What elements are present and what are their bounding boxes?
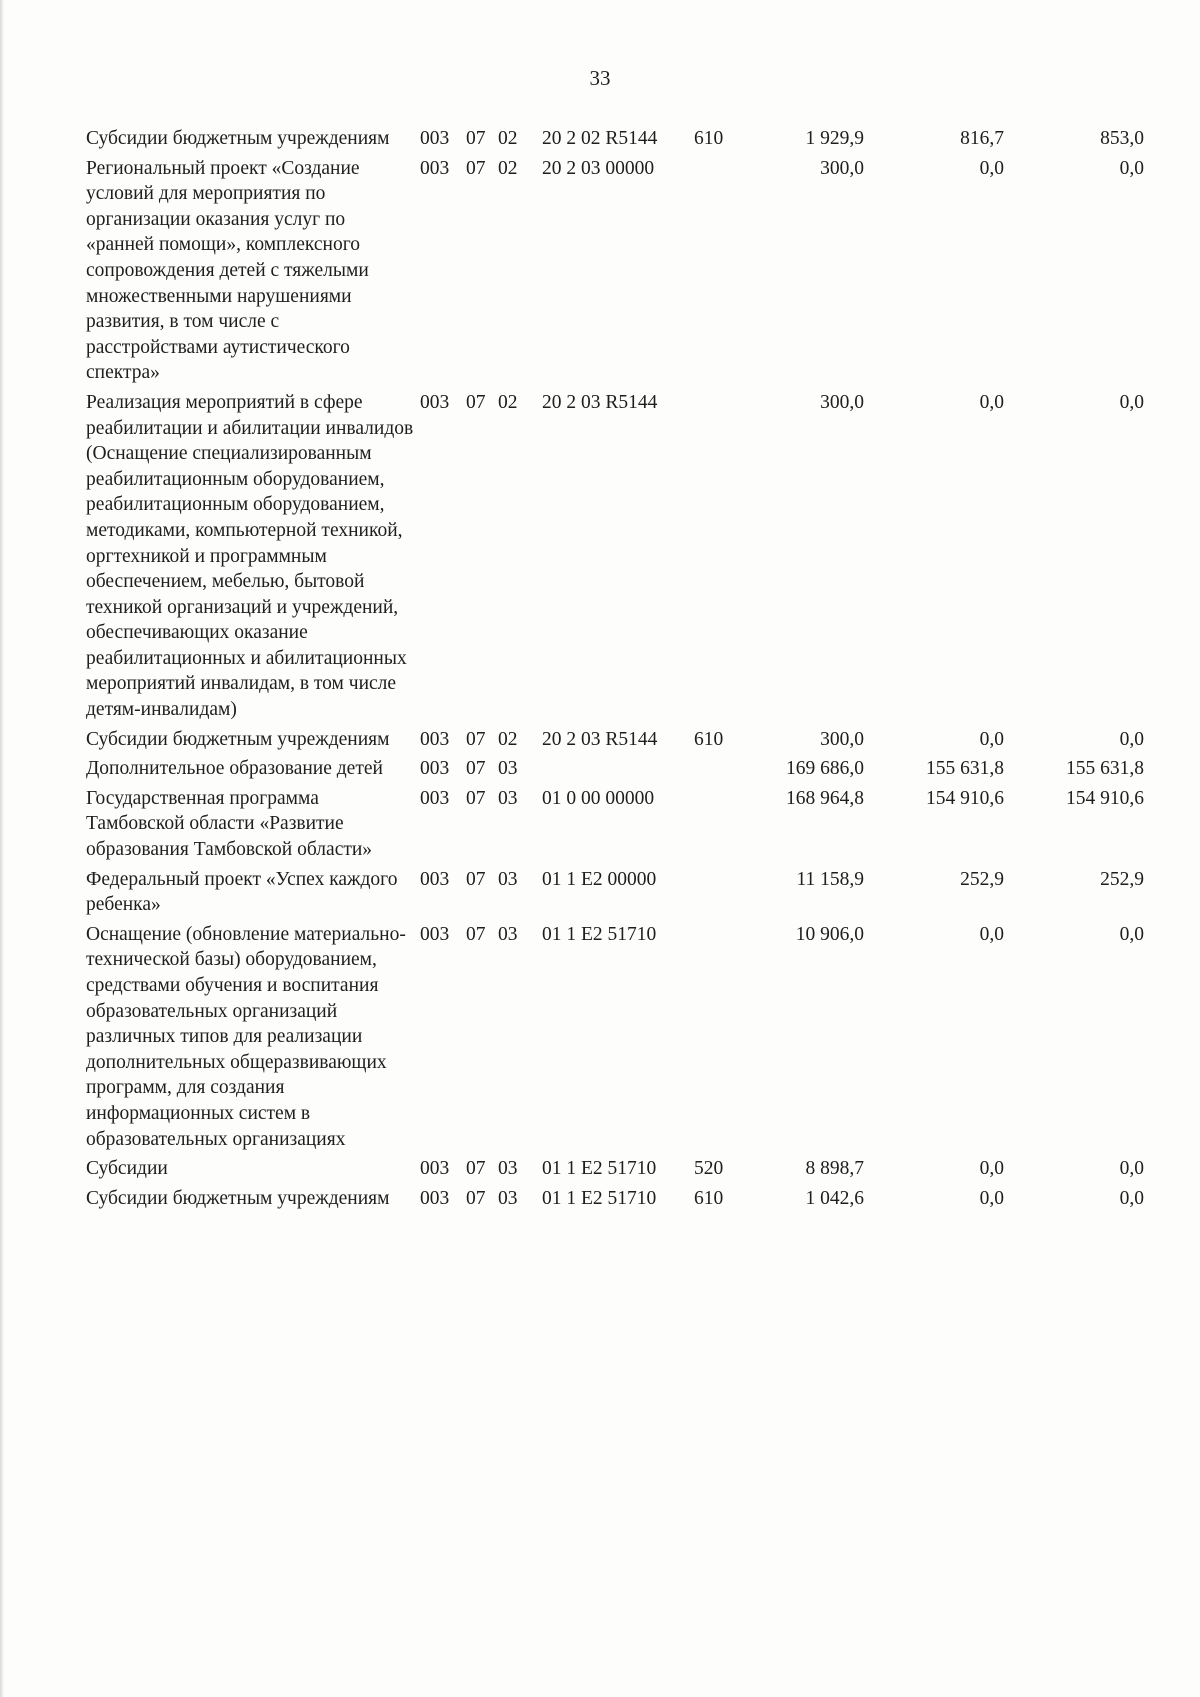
amount-year-1: 169 686,0 [786,758,864,780]
target-article-code: 20 2 03 00000 [542,157,655,179]
budget-table [86,126,1144,1215]
amount-year-2: 155 631,8 [926,758,1004,780]
amount-year-2: 0,0 [979,923,1004,945]
amount-year-3: 0,0 [1119,1187,1144,1209]
amount-year-2: 816,7 [960,128,1004,149]
amount-year-1: 10 906,0 [795,923,864,945]
amount-year-1: 11 158,9 [796,868,864,890]
item-name: Федеральный проект «Успех каждого ребенка» [86,868,398,916]
table-row [86,756,1144,786]
amount-year-2: 0,0 [979,1158,1004,1180]
table-row [86,727,1144,757]
budget-table-body [86,126,1144,1215]
department-code: 003 [420,728,450,750]
section-code: 07 [466,157,486,179]
amount-year-3: 0,0 [1119,728,1144,750]
target-article-code: 01 1 E2 51710 [542,1187,657,1209]
subsection-code: 03 [498,758,518,780]
subsection-code: 03 [498,868,518,890]
item-name: Дополнительное образование детей [86,758,383,780]
table-row [86,786,1144,867]
amount-year-2: 0,0 [979,1187,1004,1209]
target-article-code: 01 1 E2 00000 [542,868,657,890]
amount-year-1: 300,0 [820,157,864,179]
page-number: 33 [589,66,611,90]
amount-year-2: 154 910,6 [926,787,1004,809]
amount-year-3: 252,9 [1100,868,1144,890]
expense-type-code: 610 [694,128,724,149]
subsection-code: 03 [498,1158,518,1180]
subsection-code: 03 [498,787,518,809]
department-code: 003 [420,923,450,945]
section-code: 07 [466,1187,486,1209]
table-row [86,867,1144,922]
expense-type-code [694,786,744,867]
amount-year-2: 0,0 [979,728,1004,750]
table-row [86,1156,1144,1186]
department-code: 003 [420,758,450,780]
subsection-code: 02 [498,728,518,750]
expense-type-code [694,156,744,390]
subsection-code: 02 [498,391,518,413]
item-name: Субсидии бюджетным учреждениям [86,728,390,750]
scan-edge-shadow [0,0,4,1697]
section-code: 07 [466,391,486,413]
item-name: Оснащение (обновление материально-технической базы) оборудованием, средствами обучения и воспитания образовательных организаций различных типов для реализации дополнительных общеразвивающих программ, для создания информационных систем в образовательных организациях [86,923,406,1150]
table-row [86,1186,1144,1216]
subsection-code: 03 [498,1187,518,1209]
expense-type-code [694,922,744,1156]
table-row [86,390,1144,727]
item-name: Субсидии бюджетным учреждениям [86,128,390,149]
subsection-code: 02 [498,128,518,149]
section-code: 07 [466,868,486,890]
subsection-code: 02 [498,157,518,179]
amount-year-1: 300,0 [820,728,864,750]
expense-type-code [694,756,744,786]
amount-year-3: 154 910,6 [1066,787,1144,809]
subsection-code: 03 [498,923,518,945]
department-code: 003 [420,1158,450,1180]
target-article-code: 01 0 00 00000 [542,787,655,809]
department-code: 003 [420,157,450,179]
department-code: 003 [420,1187,450,1209]
section-code: 07 [466,1158,486,1180]
section-code: 07 [466,128,486,149]
target-article-code: 20 2 02 R5144 [542,128,658,149]
amount-year-3: 853,0 [1100,128,1144,149]
target-article-code [542,756,694,786]
department-code: 003 [420,391,450,413]
table-row [86,922,1144,1156]
expense-type-code: 610 [694,1187,724,1209]
section-code: 07 [466,923,486,945]
amount-year-2: 252,9 [960,868,1004,890]
item-name: Региональный проект «Создание условий для мероприятия по организации оказания услуг по «ранней помощи», комплексного сопровождения детей с тяжелыми множественными нарушениями развития, в том числе с расстройствами аутистического спектра» [86,157,369,384]
section-code: 07 [466,758,486,780]
amount-year-1: 168 964,8 [786,787,864,809]
amount-year-3: 155 631,8 [1066,758,1144,780]
target-article-code: 20 2 03 R5144 [542,728,658,750]
amount-year-2: 0,0 [979,157,1004,179]
target-article-code: 20 2 03 R5144 [542,391,658,413]
section-code: 07 [466,728,486,750]
amount-year-3: 0,0 [1119,157,1144,179]
expense-type-code [694,867,744,922]
item-name: Субсидии [86,1158,168,1180]
target-article-code: 01 1 E2 51710 [542,923,657,945]
table-row [86,156,1144,390]
amount-year-1: 8 898,7 [805,1158,864,1180]
expense-type-code [694,390,744,727]
section-code: 07 [466,787,486,809]
amount-year-1: 300,0 [820,391,864,413]
expense-type-code: 520 [694,1158,724,1180]
item-name: Субсидии бюджетным учреждениям [86,1187,390,1209]
expense-type-code: 610 [694,728,724,750]
target-article-code: 01 1 E2 51710 [542,1158,657,1180]
amount-year-2: 0,0 [979,391,1004,413]
department-code: 003 [420,128,450,149]
department-code: 003 [420,787,450,809]
amount-year-3: 0,0 [1119,1158,1144,1180]
amount-year-1: 1 042,6 [805,1187,864,1209]
amount-year-3: 0,0 [1119,923,1144,945]
amount-year-3: 0,0 [1119,391,1144,413]
item-name: Государственная программа Тамбовской области «Развитие образования Тамбовской области» [86,787,373,861]
table-row [86,126,1144,156]
item-name: Реализация мероприятий в сфере реабилитации и абилитации инвалидов (Оснащение специализированным реабилитационным оборудованием, реабилитационным оборудованием, методиками, компьютерной техникой, оргтехникой и программным обеспечением, мебелью, бытовой техникой организаций и учреждений, обеспечивающих оказание реабилитационных и абилитационных мероприятий инвалидам, в том числе детям-инвалидам) [86,391,414,721]
department-code: 003 [420,868,450,890]
amount-year-1: 1 929,9 [805,128,864,149]
